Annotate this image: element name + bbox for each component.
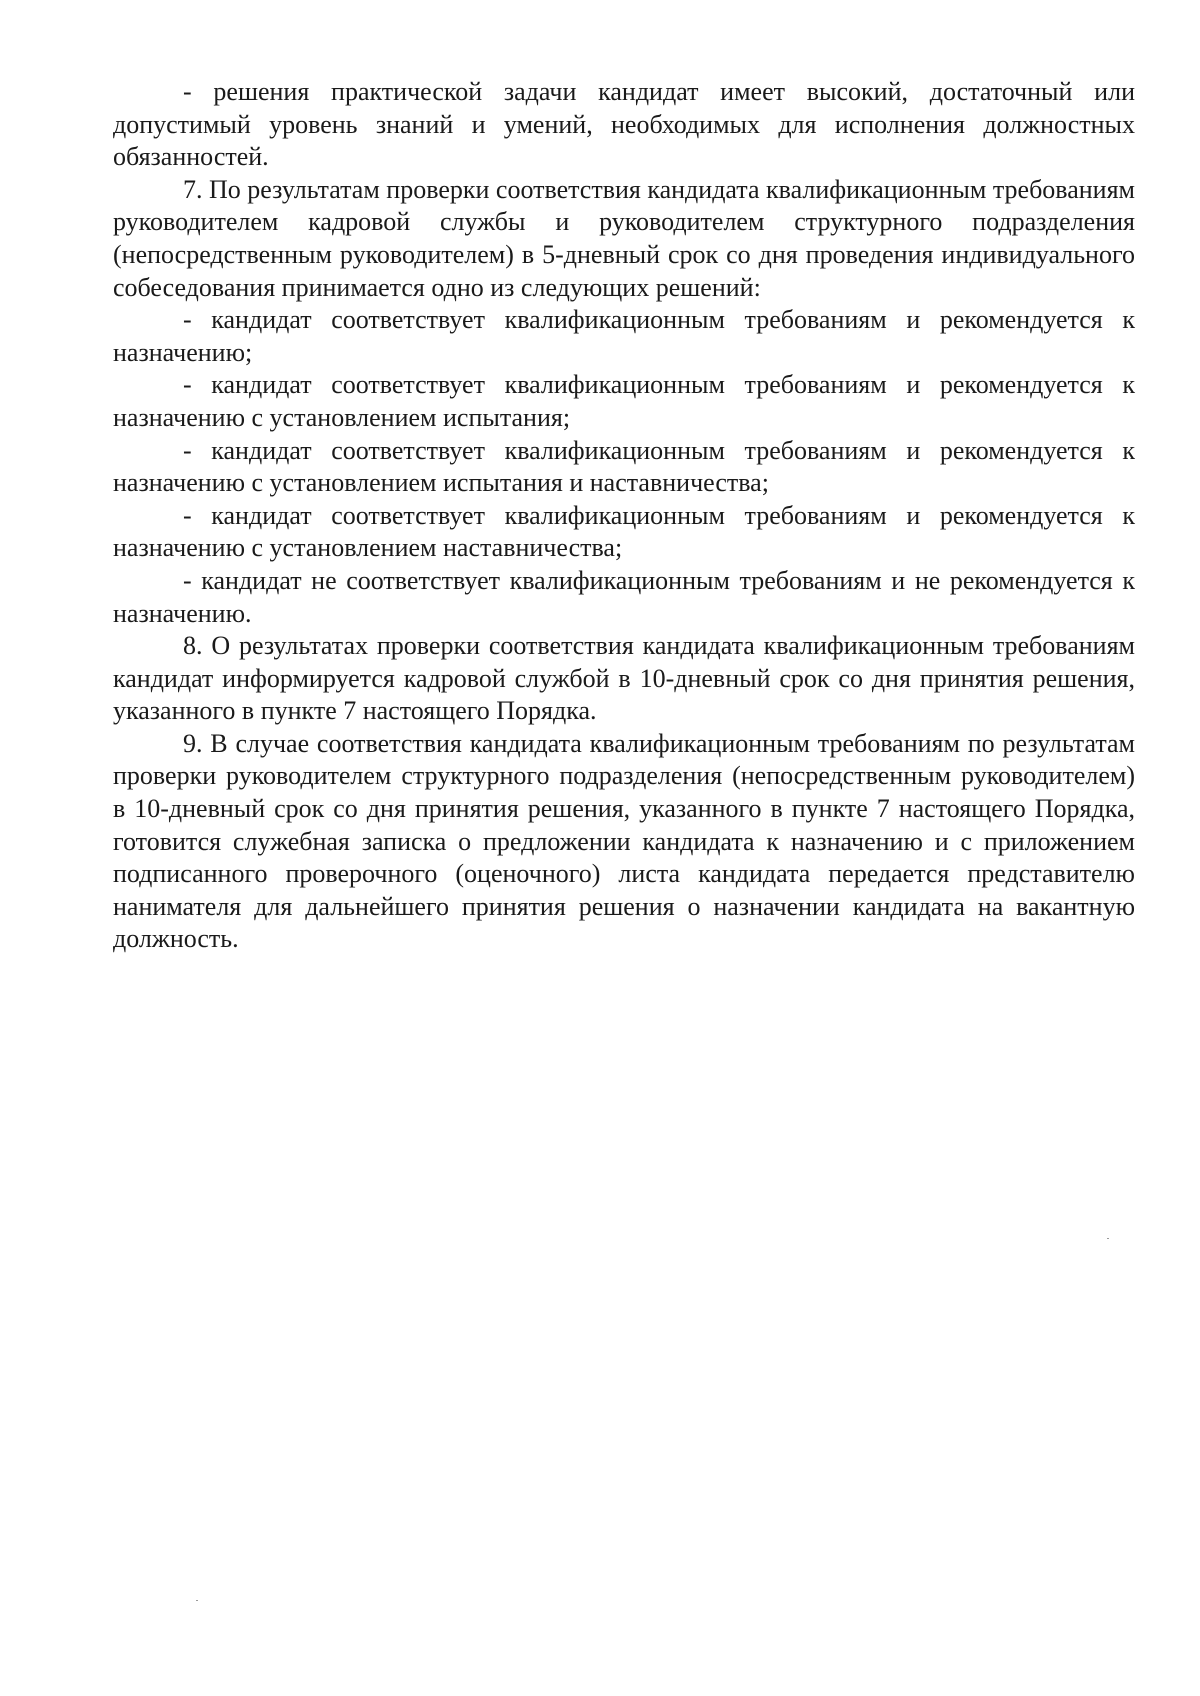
scan-speck [1107, 1238, 1109, 1239]
paragraph-decision-recommended-with-mentoring: - кандидат соответствует квалификационным требованиям и рекомендуется к назначению с установлением наставничества; [113, 500, 1135, 563]
scan-speck [196, 1600, 198, 1601]
paragraph-practical-task-continuation: - решения практической задачи кандидат имеет высокий, достаточный или допустимый уровень знаний и умений, необходимых для исполнения должностных обязанностей. [113, 77, 1135, 172]
paragraph-item-7: 7. По результатам проверки соответствия кандидата квалификационным требованиям руководителем кадровой службы и руководителем структурного подразделения (непосредственным руководителем) в 5-дневный срок со дня проведения индивидуального собеседования принимается одно из следующих решений: [113, 174, 1136, 302]
document-body [113, 76, 1135, 956]
paragraph-decision-recommended: - кандидат соответствует квалификационным требованиям и рекомендуется к назначению; [113, 305, 1135, 367]
paragraph-item-8: 8. О результатах проверки соответствия кандидата квалификационным требованиям кандидат информируется кадровой службой в 10-дневный срок со дня принятия решения, указанного в пункте 7 настоящего Порядка. [113, 631, 1135, 726]
paragraph-decision-recommended-with-probation-and-mentoring: - кандидат соответствует квалификационным требованиям и рекомендуется к назначению с установлением испытания и наставничества; [113, 435, 1135, 498]
paragraph-decision-recommended-with-probation: - кандидат соответствует квалификационным требованиям и рекомендуется к назначению с установлением испытания; [113, 370, 1135, 432]
paragraph-item-9: 9. В случае соответствия кандидата квалификационным требованиям по результатам проверки руководителем структурного подразделения (непосредственным руководителем) в 10-дневный срок со дня принятия решения, указанного в пункте 7 настоящего Порядка, готовится служебная записка о предложении кандидата к назначению и с приложением подписанного проверочного (оценочного) листа кандидата передается представителю нанимателя для дальнейшего принятия решения о назначении кандидата на вакантную должность. [113, 728, 1135, 954]
paragraph-decision-not-recommended: - кандидат не соответствует квалификационным требованиям и не рекомендуется к назначению. [113, 565, 1135, 628]
